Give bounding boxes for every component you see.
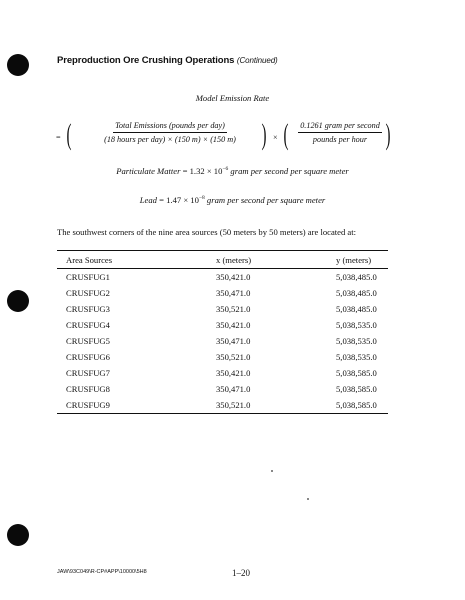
source-name: CRUSFUG3 [66, 304, 110, 314]
fraction-1 [76, 121, 264, 144]
header-x-meters: x (meters) [216, 255, 252, 265]
table-row [57, 333, 388, 349]
x-value: 350,421.0 [216, 272, 251, 282]
particulate-exponent: −6 [222, 166, 229, 172]
section-heading [57, 55, 278, 66]
y-value: 5,038,535.0 [336, 336, 377, 346]
binder-hole-bottom [7, 524, 29, 546]
fraction-2-numerator: 0.1261 gram per second [298, 121, 382, 133]
lead-label: Lead [139, 195, 157, 205]
binder-hole-top [7, 54, 29, 76]
table-header-row [57, 251, 388, 269]
source-name: CRUSFUG8 [66, 384, 110, 394]
particulate-unit: gram per second per square meter [230, 166, 349, 176]
table-row [57, 381, 388, 397]
section-title: Preproduction Ore Crushing Operations [57, 55, 235, 66]
y-value: 5,038,585.0 [336, 368, 377, 378]
x-value: 350,421.0 [216, 320, 251, 330]
table-row [57, 317, 388, 333]
y-value: 5,038,485.0 [336, 288, 377, 298]
x-value: 350,521.0 [216, 352, 251, 362]
particulate-label: Particulate Matter [116, 166, 181, 176]
x-value: 350,521.0 [216, 400, 251, 410]
table-row [57, 397, 388, 414]
fraction-1-numerator: Total Emissions (pounds per day) [113, 121, 227, 133]
source-name: CRUSFUG6 [66, 352, 110, 362]
y-value: 5,038,485.0 [336, 304, 377, 314]
y-value: 5,038,535.0 [336, 352, 377, 362]
source-name: CRUSFUG4 [66, 320, 110, 330]
source-name: CRUSFUG5 [66, 336, 110, 346]
header-area-sources: Area Sources [66, 255, 113, 265]
emission-rate-formula [56, 120, 396, 156]
continued-label: (Continued) [236, 56, 278, 65]
x-value: 350,471.0 [216, 288, 251, 298]
y-value: 5,038,585.0 [336, 384, 377, 394]
document-code: JAW\93C049\R-CP#APP\10000\5H8 [57, 569, 147, 575]
fraction-2 [291, 121, 389, 144]
model-emission-rate-label: Model Emission Rate [195, 93, 270, 103]
right-paren-1: ) [261, 118, 267, 151]
source-name: CRUSFUG9 [66, 400, 110, 410]
x-value: 350,421.0 [216, 368, 251, 378]
lead-unit: gram per second per square meter [206, 195, 326, 205]
lead-line [0, 195, 465, 205]
table-row [57, 285, 388, 301]
particulate-matter-line [0, 166, 465, 176]
lead-equals: = [159, 195, 164, 205]
lead-mantissa: 1.47 × 10 [166, 195, 199, 205]
particulate-mantissa: 1.32 × 10 [189, 166, 223, 176]
table-row [57, 349, 388, 365]
source-name: CRUSFUG7 [66, 368, 110, 378]
x-value: 350,471.0 [216, 384, 251, 394]
y-value: 5,038,535.0 [336, 320, 377, 330]
lead-exponent: −8 [198, 195, 205, 201]
binder-hole-middle [7, 290, 29, 312]
x-value: 350,521.0 [216, 304, 251, 314]
scan-speck [307, 498, 309, 500]
formula-equals: = [56, 133, 61, 142]
y-value: 5,038,585.0 [336, 400, 377, 410]
y-value: 5,038,485.0 [336, 272, 377, 282]
left-paren-2: ( [283, 118, 289, 151]
area-sources-intro: The southwest corners of the nine area sources (50 meters by 50 meters) are located at: [57, 227, 356, 237]
page-number: 1–20 [232, 568, 250, 578]
scan-speck [271, 470, 273, 472]
x-value: 350,471.0 [216, 336, 251, 346]
formula-times: × [273, 133, 278, 142]
table-row [57, 365, 388, 381]
fraction-1-denominator: (18 hours per day) × (150 m) × (150 m) [104, 135, 236, 144]
area-sources-table [57, 250, 388, 414]
table-row [57, 301, 388, 317]
source-name: CRUSFUG2 [66, 288, 110, 298]
table-row [57, 269, 388, 286]
particulate-equals: = [182, 166, 188, 176]
right-paren-2: ) [385, 118, 391, 151]
header-y-meters: y (meters) [336, 255, 372, 265]
source-name: CRUSFUG1 [66, 272, 110, 282]
fraction-2-denominator: pounds per hour [312, 135, 368, 144]
left-paren-1: ( [66, 118, 72, 151]
